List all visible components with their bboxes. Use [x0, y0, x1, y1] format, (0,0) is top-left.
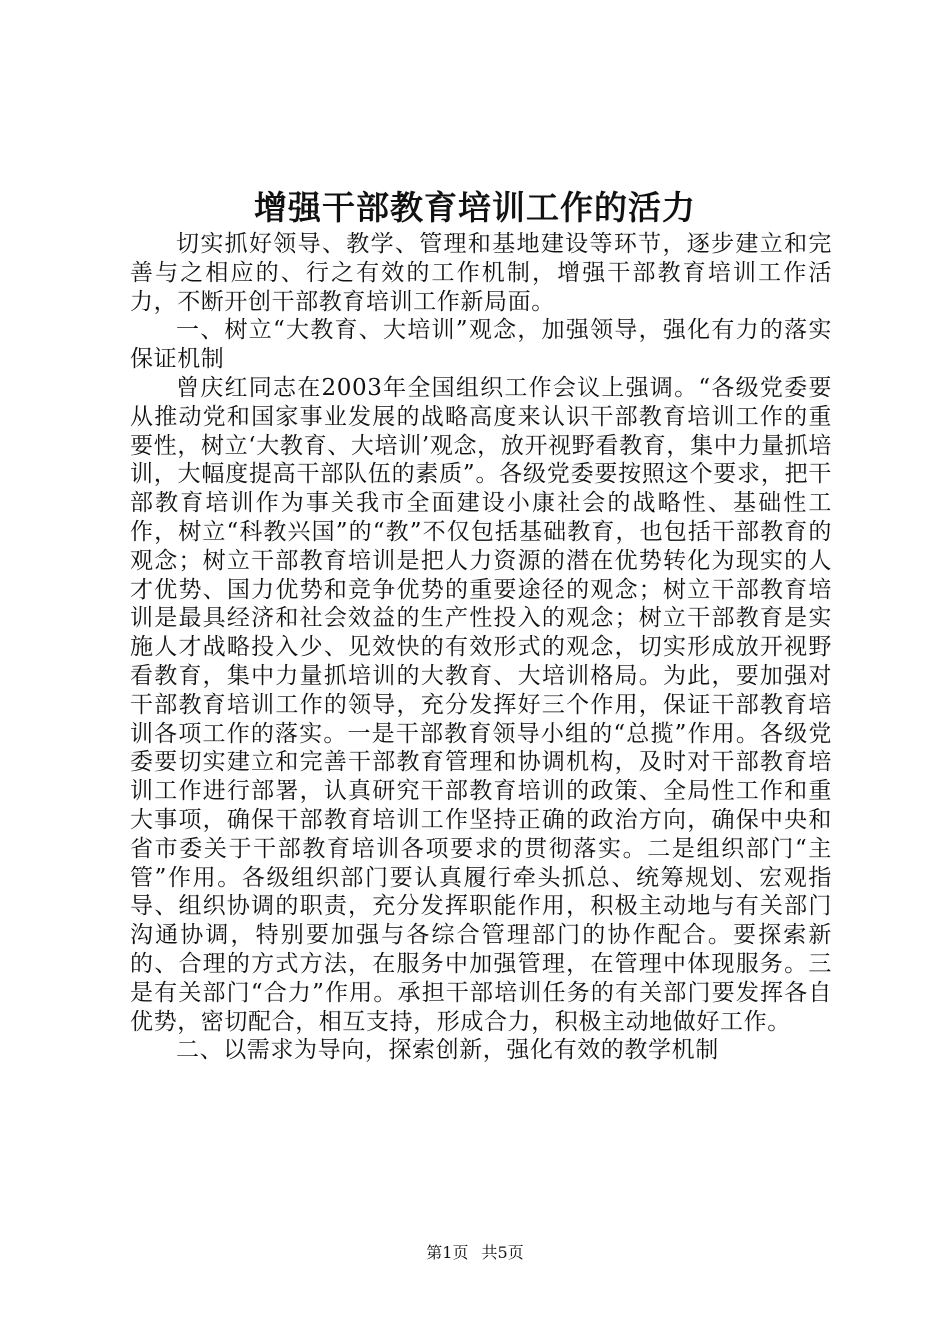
page-footer	[0, 1243, 950, 1263]
document-body	[130, 230, 832, 1065]
paragraph-intro: 切实抓好领导、教学、管理和基地建设等环节，逐步建立和完善与之相应的、行之有效的工作机制，增强干部教育培训工作活力，不断开创干部教育培训工作新局面。	[130, 231, 832, 315]
section-heading-1: 一、树立“大教育、大培训”观念，加强领导，强化有力的落实保证机制	[130, 317, 832, 373]
section-heading-2: 二、以需求为导向，探索创新，强化有效的教学机制	[176, 1037, 719, 1064]
page-number: 第1页	[426, 1243, 469, 1262]
document-title: 增强干部教育培训工作的活力	[254, 188, 696, 227]
page-total: 共5页	[481, 1243, 524, 1262]
paragraph-section-1: 曾庆红同志在2003年全国组织工作会议上强调。“各级党委要从推动党和国家事业发展的战略高度来认识干部教育培训工作的重要性，树立‘大教育、大培训’观念，放开视野看教育，集中力量抓培训，大幅度提高干部队伍的素质”。各级党委要按照这个要求，把干部教育培训作为事关我市全面建设小康社会的战略性、基础性工作，树立“科教兴国”的“教”不仅包括基础教育，也包括干部教育的观念；树立干部教育培训是把人力资源的潜在优势转化为现实的人才优势、国力优势和竞争优势的重要途径的观念；树立干部教育培训是最具经济和社会效益的生产性投入的观念；树立干部教育是实施人才战略投入少、见效快的有效形式的观念，切实形成放开视野看教育，集中力量抓培训的大教育、大培训格局。为此，要加强对干部教育培训工作的领导，充分发挥好三个作用，保证干部教育培训各项工作的落实。一是干部教育领导小组的“总揽”作用。各级党委要切实建立和完善干部教育管理和协调机构，及时对干部教育培训工作进行部署，认真研究干部教育培训的政策、全局性工作和重大事项，确保干部教育培训工作坚持正确的政治方向，确保中央和省市委关于干部教育培训各项要求的贯彻落实。二是组织部门“主管”作用。各级组织部门要认真履行牵头抓总、统筹规划、宏观指导、组织协调的职责，充分发挥职能作用，积极主动地与有关部门沟通协调，特别要加强与各综合管理部门的协作配合。要探索新的、合理的方式方法，在服务中加强管理，在管理中体现服务。三是有关部门“合力”作用。承担干部培训任务的有关部门要发挥各自优势，密切配合，相互支持，形成合力，积极主动地做好工作。	[130, 374, 832, 1035]
